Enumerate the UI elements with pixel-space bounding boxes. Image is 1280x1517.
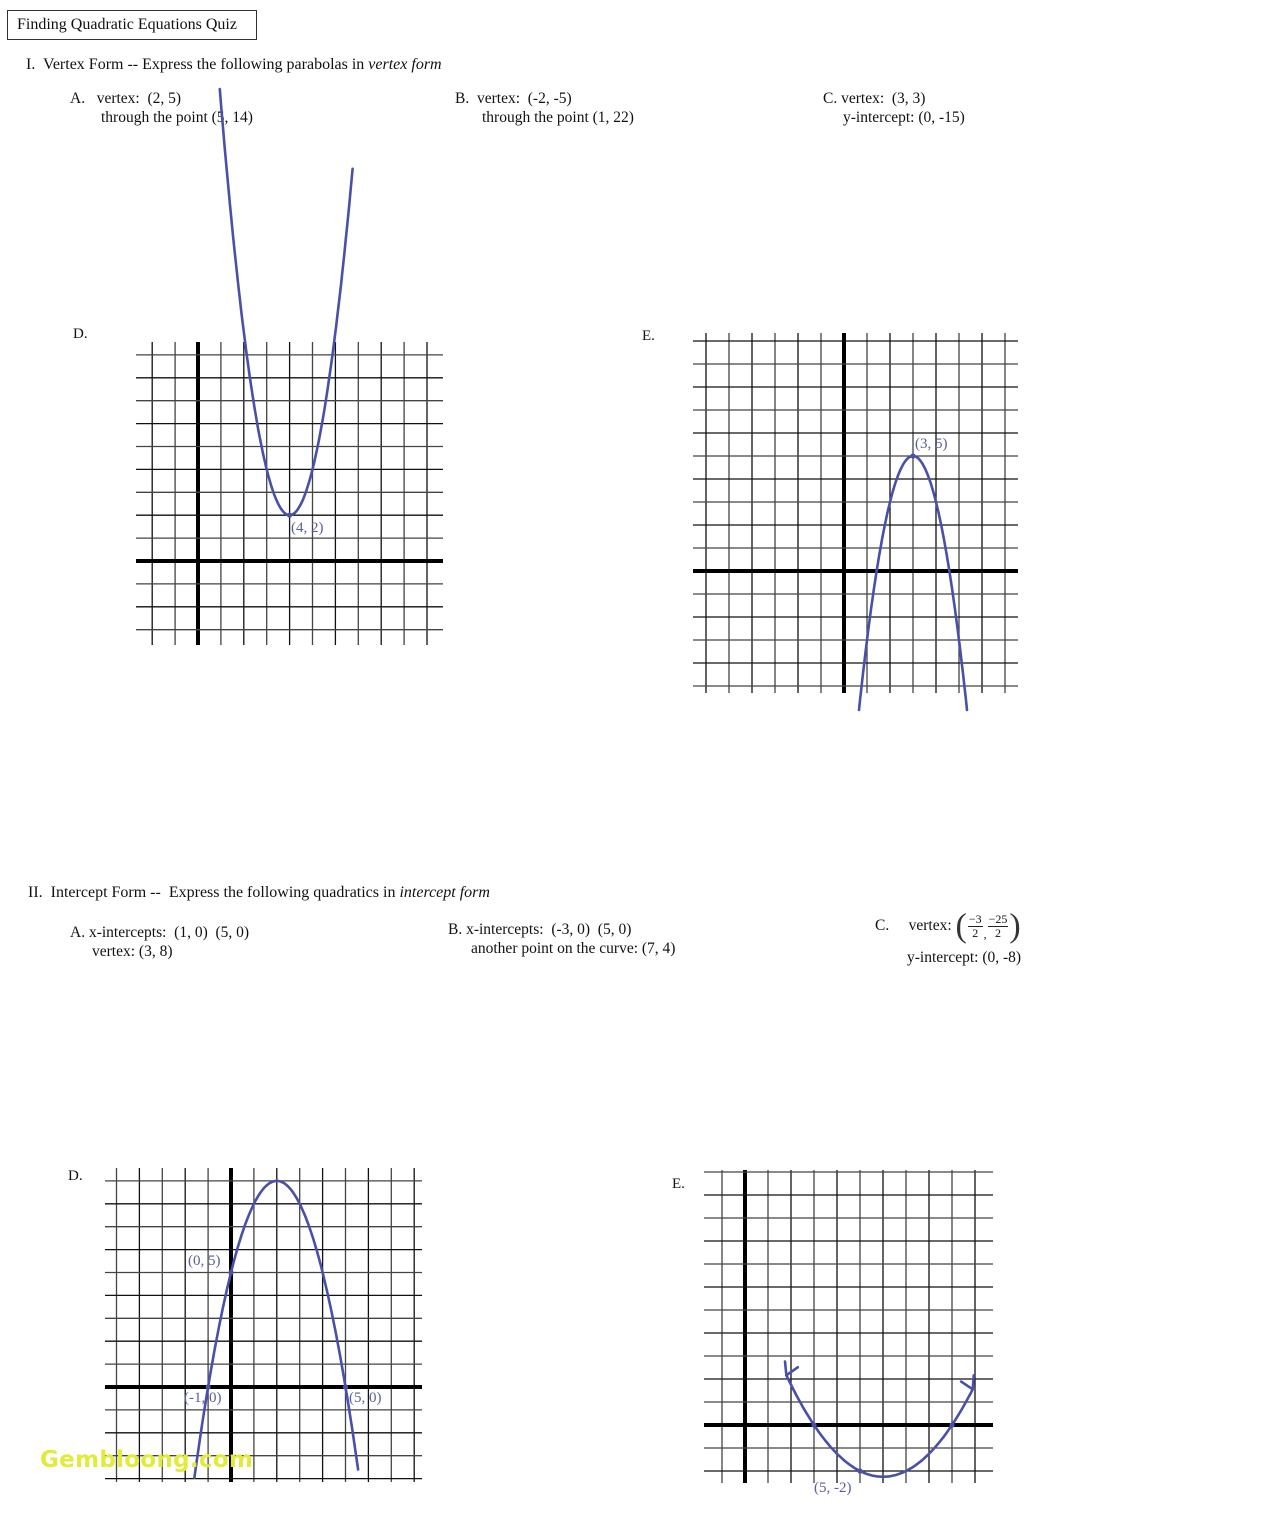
graph-2d-label-left-root: (-1, 0)	[184, 1390, 222, 1406]
comma: ,	[983, 927, 987, 941]
item-letter: A.	[70, 924, 86, 941]
item-letter: B.	[455, 90, 470, 107]
watermark: Gembloong.com	[40, 1447, 254, 1473]
item-line2: another point on the curve: (7, 4)	[471, 940, 676, 957]
item-line1: vertex: (2, 5)	[96, 90, 182, 107]
graph-1d-letter: D.	[73, 326, 88, 342]
item-letter: A.	[70, 90, 86, 107]
vertex-label: vertex:	[908, 917, 952, 934]
item-line1: x-intercepts: (1, 0) (5, 0)	[88, 924, 250, 941]
item-line1: x-intercepts: (-3, 0) (5, 0)	[466, 921, 632, 938]
section-2-heading-text: II. Intercept Form -- Express the following quadratics in	[28, 884, 400, 901]
section-1-heading-italic: vertex form	[368, 56, 442, 73]
graph-2d-letter: D.	[68, 1168, 83, 1184]
graph-1e-letter: E.	[642, 328, 655, 344]
item-line1: vertex: (-2, -5)	[476, 90, 572, 107]
quiz-title: Finding Quadratic Equations Quiz	[7, 10, 257, 40]
graph-2d-label-y-intercept: (0, 5)	[188, 1253, 221, 1269]
graph-2d-label-right-root: (5, 0)	[349, 1390, 382, 1406]
item-line2: y-intercept: (0, -15)	[843, 109, 965, 126]
section-2-heading-italic: intercept form	[399, 884, 490, 901]
item-letter: B.	[448, 921, 463, 938]
graph-1d-point-label: (4, 2)	[291, 520, 324, 536]
item-line2: y-intercept: (0, -8)	[907, 949, 1022, 966]
item-letter: C.	[875, 917, 890, 934]
graph-2e-letter: E.	[672, 1176, 685, 1192]
item-letter: C.	[823, 90, 838, 107]
graph-1e-point-label: (3, 5)	[915, 436, 948, 452]
graph-2e-point-label: (5, -2)	[814, 1480, 852, 1496]
item-line2: through the point (5, 14)	[101, 109, 253, 126]
section-1-heading-text: I. Vertex Form -- Express the following parabolas in	[26, 56, 369, 73]
item-line2: vertex: (3, 8)	[92, 943, 173, 960]
right-paren: )	[1009, 907, 1021, 945]
fraction-x: $\frac{-3}{2}$	[968, 911, 982, 940]
item-line2: through the point (1, 22)	[482, 109, 634, 126]
left-paren: (	[955, 907, 967, 945]
item-line1: vertex: (3, 3)	[841, 90, 926, 107]
fraction-y: $\frac{-25}{2}$	[988, 911, 1008, 940]
